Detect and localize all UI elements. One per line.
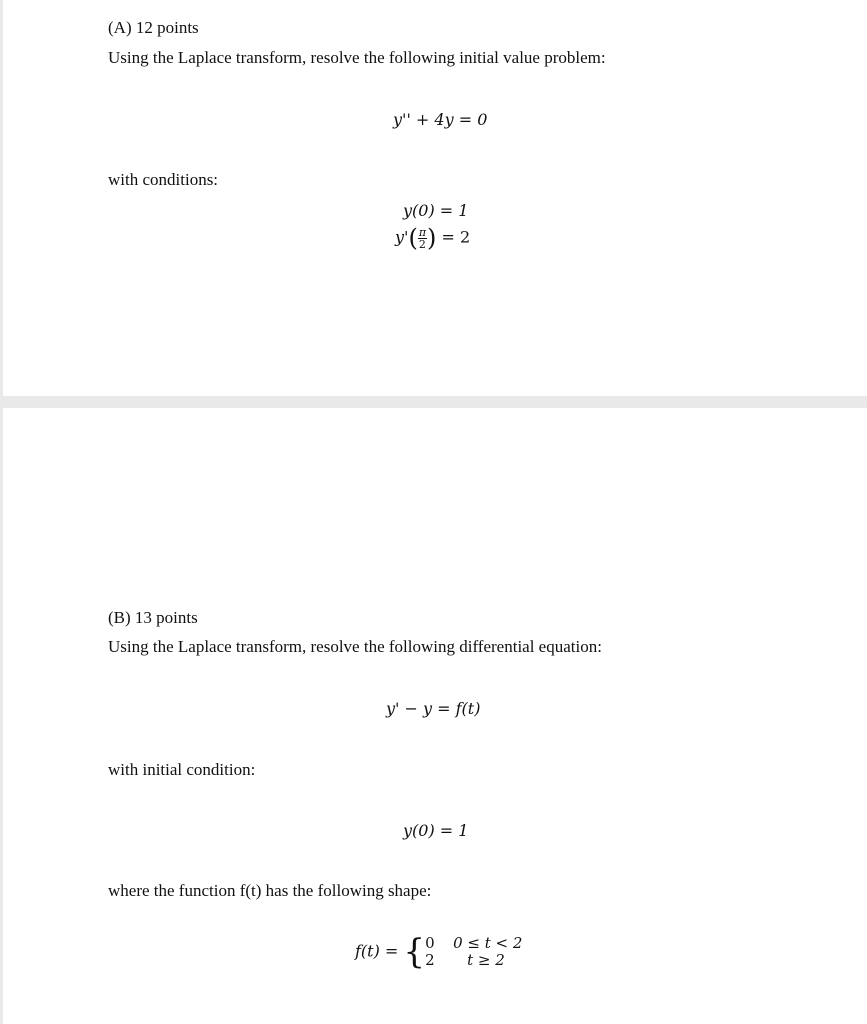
part-b-condition: y(0) = 1 <box>403 821 469 840</box>
left-paren: ( <box>408 224 418 252</box>
piecewise-function <box>355 932 523 972</box>
part-a-equation: y'' + 4y = 0 <box>393 110 488 129</box>
part-a-heading: (A) 12 points <box>108 18 199 37</box>
part-a-condition-2 <box>395 226 470 250</box>
page-part-a <box>3 0 867 396</box>
part-b-condition-label: with initial condition: <box>108 760 256 779</box>
case-row <box>425 952 522 969</box>
pi-over-2-fraction <box>418 227 427 250</box>
right-paren: ) <box>427 224 437 252</box>
page-part-b <box>3 408 867 1024</box>
condition-2-rhs: = 2 <box>441 227 471 247</box>
fraction-numerator: π <box>418 225 427 239</box>
condition-2-lhs: y' <box>395 227 409 247</box>
piecewise-cases <box>425 935 522 969</box>
part-a-instruction: Using the Laplace transform, resolve the following initial value problem: <box>108 48 606 67</box>
case-domain: 0 ≤ t < 2 <box>453 934 523 952</box>
part-b-function-intro: where the function f(t) has the following shape: <box>108 881 432 900</box>
case-value: 2 <box>425 951 435 969</box>
case-domain: t ≥ 2 <box>467 951 505 969</box>
part-a-condition-1: y(0) = 1 <box>403 201 469 220</box>
fraction-denominator: 2 <box>418 237 426 251</box>
case-value: 0 <box>425 934 435 952</box>
part-b-instruction: Using the Laplace transform, resolve the following differential equation: <box>108 637 602 656</box>
part-b-equation: y' − y = f(t) <box>386 699 481 718</box>
part-b-heading: (B) 13 points <box>108 608 198 627</box>
part-a-conditions-label: with conditions: <box>108 170 219 189</box>
piecewise-lhs: f(t) = <box>355 941 399 961</box>
case-row <box>425 935 522 952</box>
left-brace: { <box>403 932 426 972</box>
